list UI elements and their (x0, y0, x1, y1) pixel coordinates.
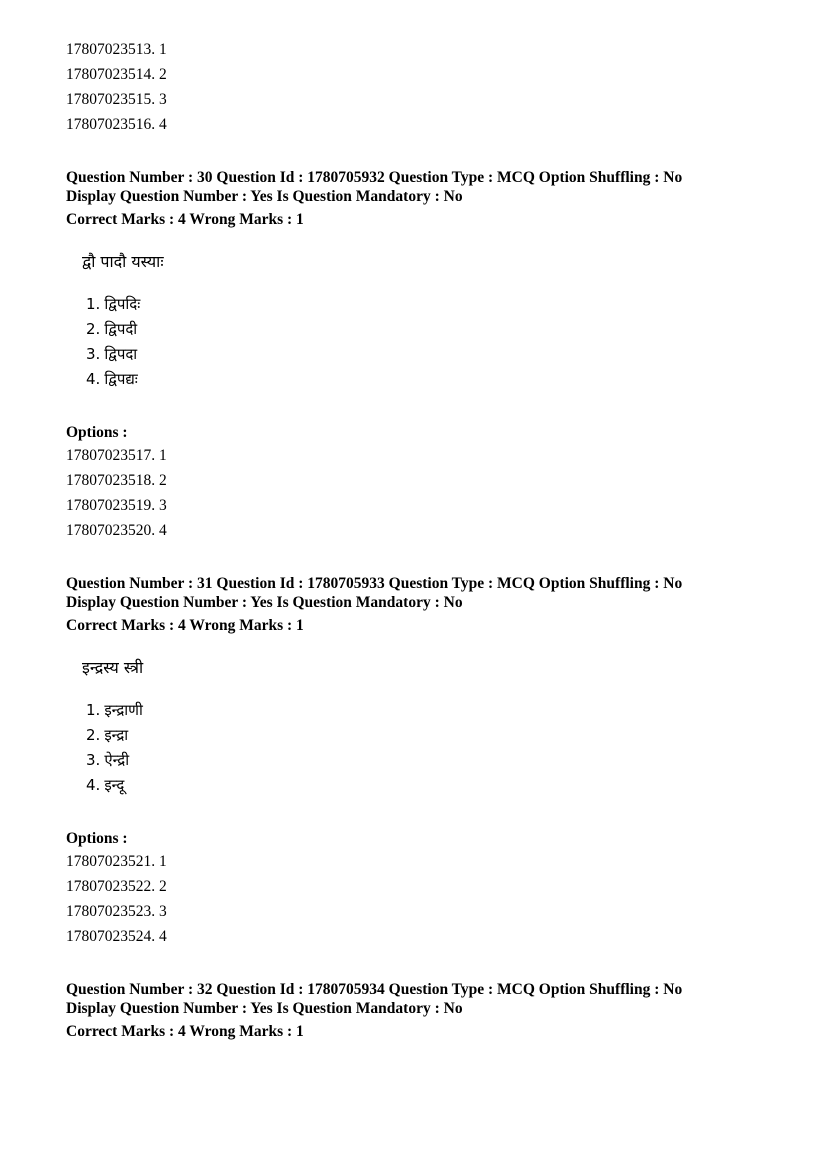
choice-number: 3. (86, 345, 101, 363)
choice-item (86, 343, 137, 365)
choice-number: 3. (86, 751, 101, 769)
choice-label: इन्द्राणी (104, 701, 143, 719)
choice-item (86, 774, 124, 796)
choice-label: द्विपदा (104, 345, 138, 363)
choice-item (86, 749, 129, 771)
option-line: 17807023519. 3 (66, 497, 167, 514)
option-line: 17807023516. 4 (66, 116, 167, 133)
choice-item (86, 293, 140, 315)
question-marks-line: Correct Marks : 4 Wrong Marks : 1 (66, 1023, 304, 1040)
option-line: 17807023523. 3 (66, 903, 167, 920)
question-header-line-1: Question Number : 30 Question Id : 1780705932 Question Type : MCQ Option Shuffling : No (66, 169, 683, 186)
question-header-line-2: Display Question Number : Yes Is Question Mandatory : No (66, 1000, 463, 1017)
option-line: 17807023517. 1 (66, 447, 167, 464)
choice-label: द्विपदिः (104, 295, 141, 313)
choice-number: 2. (86, 726, 101, 744)
question-header-line-1: Question Number : 32 Question Id : 1780705934 Question Type : MCQ Option Shuffling : No (66, 981, 683, 998)
option-line: 17807023518. 2 (66, 472, 167, 489)
choice-number: 1. (86, 701, 101, 719)
choice-number: 1. (86, 295, 101, 313)
choice-label: द्विपद्यः (104, 370, 138, 388)
choice-item (86, 368, 138, 390)
question-header-line-2: Display Question Number : Yes Is Question Mandatory : No (66, 594, 463, 611)
choice-label: ऐन्द्री (104, 751, 130, 769)
question-marks-line: Correct Marks : 4 Wrong Marks : 1 (66, 617, 304, 634)
choice-number: 4. (86, 370, 101, 388)
choice-item (86, 699, 143, 721)
option-line: 17807023524. 4 (66, 928, 167, 945)
choice-label: द्विपदी (104, 320, 138, 338)
choice-label: इन्दू (104, 776, 125, 794)
choice-item (86, 318, 137, 340)
question-text: इन्द्रस्य स्त्री (82, 658, 144, 677)
question-marks-line: Correct Marks : 4 Wrong Marks : 1 (66, 211, 304, 228)
choice-item (86, 724, 128, 746)
choice-number: 2. (86, 320, 101, 338)
question-header-line-1: Question Number : 31 Question Id : 1780705933 Question Type : MCQ Option Shuffling : No (66, 575, 683, 592)
option-line: 17807023514. 2 (66, 66, 167, 83)
option-line: 17807023521. 1 (66, 853, 167, 870)
options-label: Options : (66, 830, 128, 847)
choice-label: इन्द्रा (104, 726, 129, 744)
choice-number: 4. (86, 776, 101, 794)
option-line: 17807023522. 2 (66, 878, 167, 895)
option-line: 17807023520. 4 (66, 522, 167, 539)
question-header-line-2: Display Question Number : Yes Is Question Mandatory : No (66, 188, 463, 205)
question-text: द्वौ पादौ यस्याः (82, 252, 164, 271)
option-line: 17807023515. 3 (66, 91, 167, 108)
option-line: 17807023513. 1 (66, 41, 167, 58)
options-label: Options : (66, 424, 128, 441)
